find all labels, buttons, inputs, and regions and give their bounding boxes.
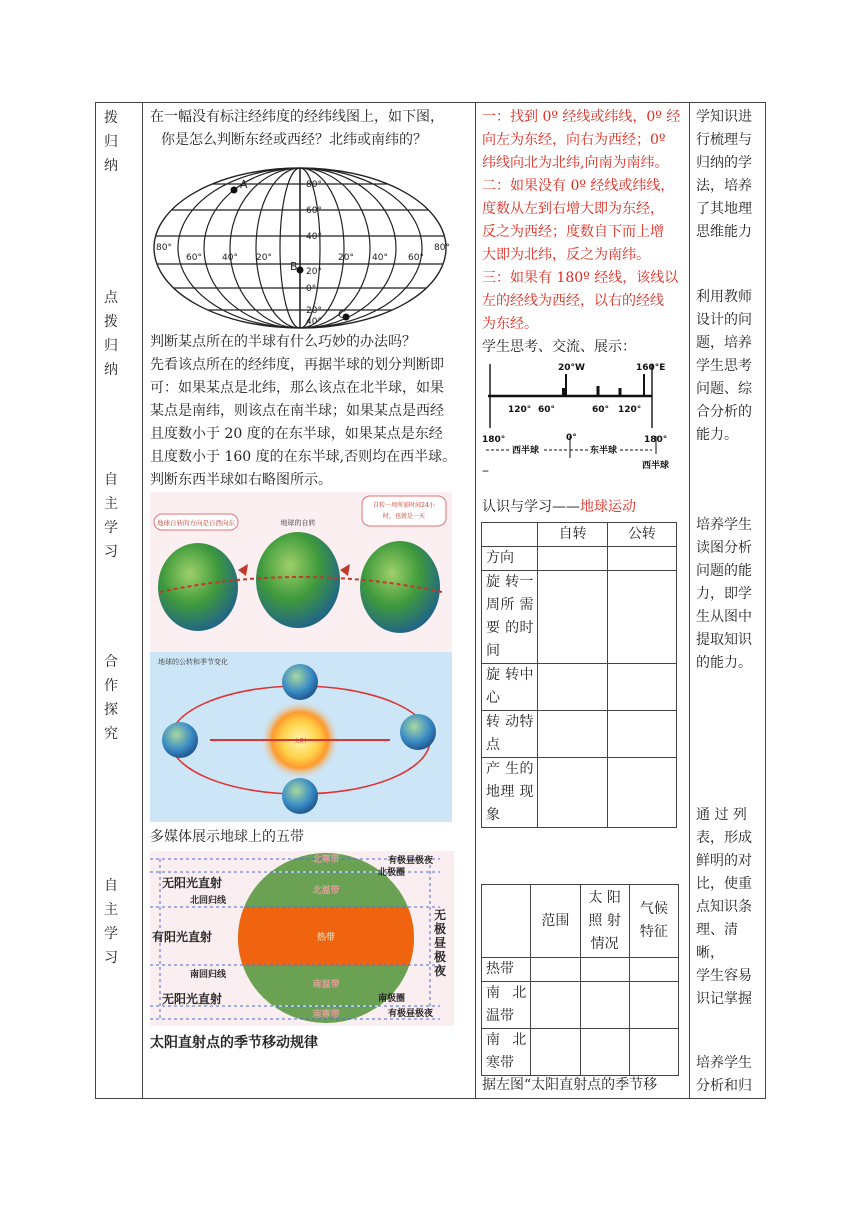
paragraph-line: 可：如果某点是北纬，那么该点在北半球，如果: [150, 380, 444, 396]
rule-line: 二：如果没有 0º 经线或纬线，: [482, 178, 675, 194]
intent-line: 力，即学: [696, 586, 752, 602]
intent-paragraph: [696, 1052, 762, 1098]
intent-line: 问题的能: [696, 563, 752, 579]
earth-rotation-image: [150, 492, 452, 652]
row-label: 转 动特点: [482, 711, 538, 758]
hemisphere-division-sketch: [480, 358, 686, 476]
zone-left-label: 有阳光直射: [152, 930, 213, 944]
paragraph-line: 判断东西半球如右略图所示。: [150, 472, 332, 488]
intent-line: 比，使重: [696, 876, 752, 892]
intent-line: 表，形成: [696, 830, 752, 846]
intent-line: 通 过 列: [696, 807, 747, 823]
intent-line: 培养学生: [696, 1055, 752, 1071]
point-b: [297, 267, 304, 274]
rule-line: 反之为西经；度数自下而上增: [482, 224, 664, 240]
table-cell: [607, 547, 676, 571]
row-label: 热带: [482, 958, 531, 982]
row-label: 南 北寒带: [482, 1029, 531, 1076]
intent-paragraph: [696, 286, 762, 447]
sun-label: 太阳: [293, 738, 307, 745]
intent-line: 点知识条: [696, 899, 752, 915]
zone-band-label: 北温带: [312, 886, 340, 896]
zone-band-label: 北寒带: [312, 855, 340, 865]
hemi-west: 西半球: [512, 446, 540, 456]
intent-line: 合分析的: [696, 404, 752, 420]
lon-label: 60°: [408, 253, 424, 263]
lon-label: 20°: [256, 253, 272, 263]
paragraph-line: 判断某点所在的半球有什么巧妙的办法吗？: [150, 334, 416, 350]
zone-band-label: 南温带: [312, 980, 340, 990]
table-header: 气候特征: [629, 885, 678, 958]
table-row: [482, 958, 679, 982]
hemi-bottom: 180°: [482, 435, 506, 445]
lat-label: 80°: [306, 180, 322, 190]
stage-label: 自主学习: [104, 878, 118, 966]
zone-right-label: 南极圈: [378, 994, 406, 1004]
lat-label: 40°: [306, 317, 322, 327]
lon-label: 80°: [156, 243, 172, 253]
intent-line: 生从图中: [696, 609, 752, 625]
table-cell: [607, 571, 676, 664]
judging-rules-text: [482, 106, 688, 336]
table-header: [482, 885, 531, 958]
table-cell: [629, 982, 678, 1029]
table-cell: [580, 982, 629, 1029]
intent-line: 了其地理: [696, 201, 752, 217]
rule-line: 度数从左到右增大即为东经，: [482, 201, 664, 217]
hemi-west-2: 西半球: [642, 461, 670, 471]
intent-line: 题，培养: [696, 335, 752, 351]
table-header: 太 阳照 射情况: [580, 885, 629, 958]
table-cell: [538, 758, 607, 828]
point-label: A: [240, 178, 248, 191]
five-zones-diagram: [150, 851, 454, 1026]
intent-paragraph: [696, 106, 762, 244]
hemisphere-method-text: [150, 331, 472, 492]
rule-line: 向左为东经，向右为西经；0º: [482, 132, 666, 148]
question-line-1: 在一幅没有标注经纬度的经纬线图上，如下图，: [150, 109, 444, 125]
intent-line: 学知识进: [696, 109, 752, 125]
rotation-title: 地球的自转: [280, 519, 316, 527]
intent-line: 学生思考: [696, 358, 752, 374]
orbit-title: 地球的公转和季节变化: [158, 658, 228, 666]
hemi-bottom: 0°: [566, 433, 577, 443]
paragraph-line: 且度数小于 20 度的在东半球，如果某点是东经: [150, 426, 443, 442]
paragraph-line: 且度数小于 160 度的在东半球,否则均在西半球。: [150, 449, 457, 465]
zone-right-label: 夜: [434, 964, 447, 978]
hemi-tick: 120°: [618, 405, 642, 415]
table-row: [482, 982, 679, 1029]
table-cell: [531, 982, 580, 1029]
rotation-callout-left: 地球自转的方向是自西向东: [157, 519, 235, 527]
stage-label: 点拨归纳: [104, 290, 118, 378]
rotation-callout-right-2: 时，也就是一天: [382, 513, 426, 520]
lon-label: 40°: [222, 253, 238, 263]
lat-label: 20°: [306, 267, 322, 277]
zone-right-label: 无: [434, 908, 447, 922]
hemi-east: 东半球: [590, 446, 618, 456]
intent-line: 鲜明的对: [696, 853, 752, 869]
intent-line: 能力。: [696, 427, 738, 443]
hemi-top-right: 160°E: [636, 363, 666, 373]
lat-label: 0°: [306, 284, 317, 294]
rule-line: 三：如果有 180º 经线，该线以: [482, 270, 679, 286]
table-row: [482, 711, 677, 758]
stage-label: 拨归纳: [104, 110, 118, 174]
lon-label: 20°: [338, 253, 354, 263]
table-row: [482, 571, 677, 664]
intent-paragraph: [696, 804, 762, 1011]
lat-label: 40°: [306, 232, 322, 242]
table-cell: [538, 547, 607, 571]
intent-line: 设计的问: [696, 312, 752, 328]
table-row: [482, 758, 677, 828]
paragraph-line: 某点是南纬，则该点在南半球；如果某点是西经: [150, 403, 444, 419]
intent-line: 思维能力: [696, 224, 752, 240]
intent-line: 分析和归: [696, 1078, 752, 1094]
zone-right-label: 昼: [434, 936, 447, 950]
table-cell: [531, 958, 580, 982]
lon-label: 60°: [186, 253, 202, 263]
stage-label: 合作探究: [104, 654, 118, 742]
last-line: 据左图“太阳直射点的季节移: [482, 1077, 658, 1093]
intent-line: 读图分析: [696, 540, 752, 556]
zone-right-label: 极: [434, 922, 447, 936]
intent-line: 理、清晰，: [696, 922, 738, 961]
zone-left-label: 北回归线: [190, 896, 227, 906]
solar-point-caption: 太阳直射点的季节移动规律: [150, 1035, 318, 1051]
zone-left-label: 无阳光直射: [162, 992, 223, 1006]
hemi-bottom: 180°: [644, 435, 668, 445]
table-cell: [607, 664, 676, 711]
five-zones-caption: 多媒体展示地球上的五带: [150, 829, 304, 845]
intent-line: 识记掌握: [696, 991, 752, 1007]
row-label: 方向: [482, 547, 538, 571]
orbit-seasons-image: [150, 652, 452, 822]
lon-label: 80°: [434, 243, 450, 253]
hemi-tick: 60°: [538, 405, 556, 415]
table-header: [482, 523, 538, 547]
row-label: 产 生的 地理 现象: [482, 758, 538, 828]
question-line-2: 你是怎么判断东经或西经？北纬或南纬的？: [161, 132, 427, 148]
graticule-map: [150, 160, 460, 332]
lon-label: 40°: [372, 253, 388, 263]
think-label: 学生思考、交流、展示：: [482, 339, 636, 355]
zone-band-label: 南寒带: [312, 1010, 340, 1020]
intent-line: 学生容易: [696, 968, 752, 984]
rotation-callout-right: 自转一周所需时间24小: [373, 502, 435, 509]
table-row: [482, 1029, 679, 1076]
zone-right-label: 北极圈: [378, 868, 406, 878]
zone-right-label: 有极昼极夜: [388, 1009, 434, 1019]
intent-line: 问题、综: [696, 381, 752, 397]
row-label: 旋 转中心: [482, 664, 538, 711]
point-a: [231, 187, 238, 194]
table-cell: [580, 958, 629, 982]
rule-line: 一：找到 0º 经线或纬线，0º 经: [482, 109, 681, 125]
intent-line: 归纳的学: [696, 155, 752, 171]
hemi-tick: 60°: [592, 405, 610, 415]
learn-heading: [482, 496, 636, 519]
intent-line: 利用教师: [696, 289, 752, 305]
intent-line: 法，培养: [696, 178, 752, 194]
table-cell: [538, 571, 607, 664]
learn-prefix: 认识与学习——: [482, 499, 580, 515]
rule-line: 左的经线为西经，以右的经线: [482, 293, 664, 309]
table-cell: [629, 958, 678, 982]
zone-band-label: 热带: [316, 933, 336, 943]
intent-line: 提取知识: [696, 632, 752, 648]
intent-paragraph: [696, 514, 762, 675]
hemi-top-left: 20°W: [558, 363, 585, 373]
earth-motion-table: [481, 522, 677, 828]
zone-right-label: 极: [434, 950, 447, 964]
row-label: 旋 转一 周所 需要 的时间: [482, 571, 538, 664]
intent-line: 行梳理与: [696, 132, 752, 148]
zone-left-label: 南回归线: [190, 970, 227, 980]
table-cell: [531, 1029, 580, 1076]
zone-right-label: 有极昼极夜: [388, 856, 434, 866]
table-row: [482, 547, 677, 571]
table-cell: [538, 711, 607, 758]
stage-label: 自主学习: [104, 472, 118, 560]
table-cell: [538, 664, 607, 711]
table-header: 公转: [607, 523, 676, 547]
point-label: B: [290, 260, 298, 273]
lat-label: 60°: [306, 206, 322, 216]
table-cell: [629, 1029, 678, 1076]
table-header: 范围: [531, 885, 580, 958]
five-zones-table: [481, 884, 679, 1076]
row-label: 南 北温带: [482, 982, 531, 1029]
table-cell: [580, 1029, 629, 1076]
rule-line: 大即为北纬，反之为南纬。: [482, 247, 650, 263]
lat-label: 20°: [306, 306, 322, 316]
rule-line: 纬线向北为北纬,向南为南纬。: [482, 155, 669, 171]
paragraph-line: 先看该点所在的经纬度，再据半球的划分判断即: [150, 357, 444, 373]
intent-line: 培养学生: [696, 517, 752, 533]
table-cell: [607, 758, 676, 828]
table-cell: [607, 711, 676, 758]
hemi-tick: 120°: [508, 405, 532, 415]
learn-topic: 地球运动: [580, 499, 636, 515]
table-row: [482, 664, 677, 711]
table-header: 自转: [538, 523, 607, 547]
rule-line: 为东经。: [482, 316, 538, 332]
intent-line: 的能力。: [696, 655, 752, 671]
zone-left-label: 无阳光直射: [162, 876, 223, 890]
dash-mark: –: [482, 463, 489, 479]
point-label: C: [338, 308, 346, 321]
